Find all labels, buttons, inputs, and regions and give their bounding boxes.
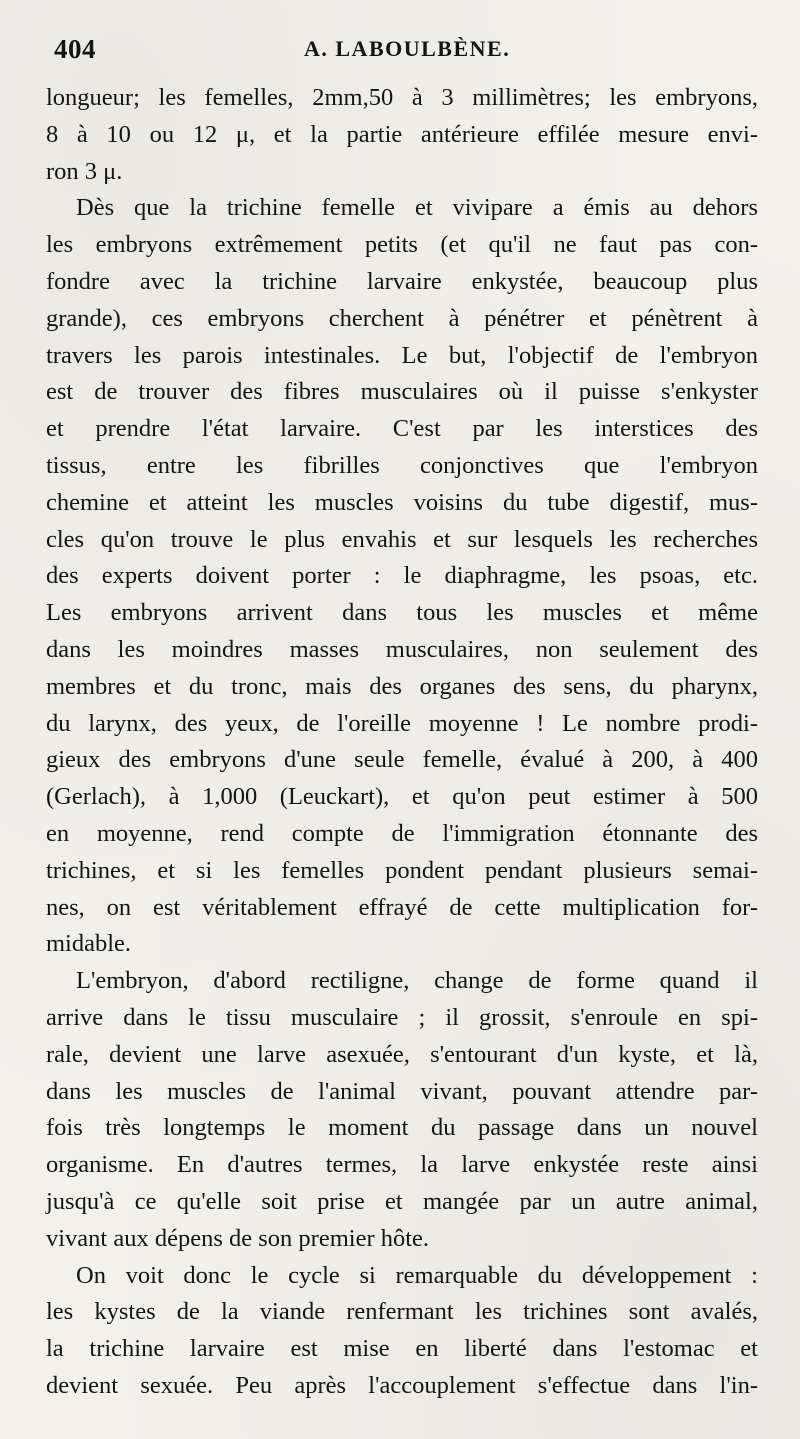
text-line: la trichine larvaire est mise en liberté dans l'estomac et (46, 1335, 758, 1363)
text-line: chemine et atteint les muscles voisins du tube digestif, mus- (46, 488, 758, 516)
text-line: fondre avec la trichine larvaire enkystée, beaucoup plus (46, 267, 758, 295)
text-line: gieux des embryons d'une seule femelle, évalué à 200, à 400 (46, 746, 758, 774)
text-line: en moyenne, rend compte de l'immigration étonnante des (46, 819, 758, 847)
text-line: (Gerlach), à 1,000 (Leuckart), et qu'on peut estimer à 500 (46, 783, 758, 811)
page-number: 404 (54, 34, 96, 64)
text-line: ron 3 μ. (46, 157, 123, 185)
text-line: rale, devient une larve asexuée, s'entourant d'un kyste, et là, (46, 1040, 758, 1068)
text-line: travers les parois intestinales. Le but, l'objectif de l'embryon (46, 341, 758, 369)
text-line: 8 à 10 ou 12 μ, et la partie antérieure effilée mesure envi- (46, 120, 758, 148)
text-line: devient sexuée. Peu après l'accouplement s'effectue dans l'in- (46, 1371, 758, 1399)
text-line: Dès que la trichine femelle et vivipare a émis au dehors (76, 194, 758, 222)
text-line: Les embryons arrivent dans tous les muscles et même (46, 599, 758, 627)
text-line: arrive dans le tissu musculaire ; il grossit, s'enroule en spi- (46, 1003, 758, 1031)
text-line: des experts doivent porter : le diaphragme, les psoas, etc. (46, 562, 758, 590)
text-line: et prendre l'état larvaire. C'est par les interstices des (46, 415, 758, 443)
text-line: cles qu'on trouve le plus envahis et sur lesquels les recherches (46, 525, 758, 553)
text-line: organisme. En d'autres termes, la larve enkystée reste ainsi (46, 1151, 758, 1179)
running-head (46, 30, 758, 70)
text-line: membres et du tronc, mais des organes des sens, du pharynx, (46, 672, 758, 700)
text-line: les kystes de la viande renfermant les trichines sont avalés, (46, 1298, 758, 1326)
text-line: est de trouver des fibres musculaires où il puisse s'enkyster (46, 378, 758, 406)
text-line: tissus, entre les fibrilles conjonctives que l'embryon (46, 451, 758, 479)
text-line: L'embryon, d'abord rectiligne, change de forme quand il (76, 967, 758, 995)
text-line: nes, on est véritablement effrayé de cette multiplication for- (46, 893, 758, 921)
text-line: longueur; les femelles, 2mm,50 à 3 millimètres; les embryons, (46, 84, 758, 111)
text-line: grande), ces embryons cherchent à pénétrer et pénètrent à (46, 304, 758, 332)
text-line: midable. (46, 930, 132, 958)
text-line: trichines, et si les femelles pondent pendant plusieurs semai- (46, 856, 758, 884)
body-text (46, 80, 758, 1405)
text-line: fois très longtemps le moment du passage dans un nouvel (46, 1114, 758, 1142)
text-line: dans les moindres masses musculaires, non seulement des (46, 635, 758, 663)
text-line: vivant aux dépens de son premier hôte. (46, 1224, 430, 1252)
running-head-author: A. LABOULBÈNE. (304, 36, 511, 61)
text-line: les embryons extrêmement petits (et qu'il ne faut pas con- (46, 231, 758, 259)
text-line: On voit donc le cycle si remarquable du développement : (76, 1261, 758, 1289)
text-line: dans les muscles de l'animal vivant, pouvant attendre par- (46, 1077, 758, 1105)
text-line: du larynx, des yeux, de l'oreille moyenne ! Le nombre prodi- (46, 709, 758, 737)
text-line: jusqu'à ce qu'elle soit prise et mangée par un autre animal, (46, 1187, 758, 1215)
